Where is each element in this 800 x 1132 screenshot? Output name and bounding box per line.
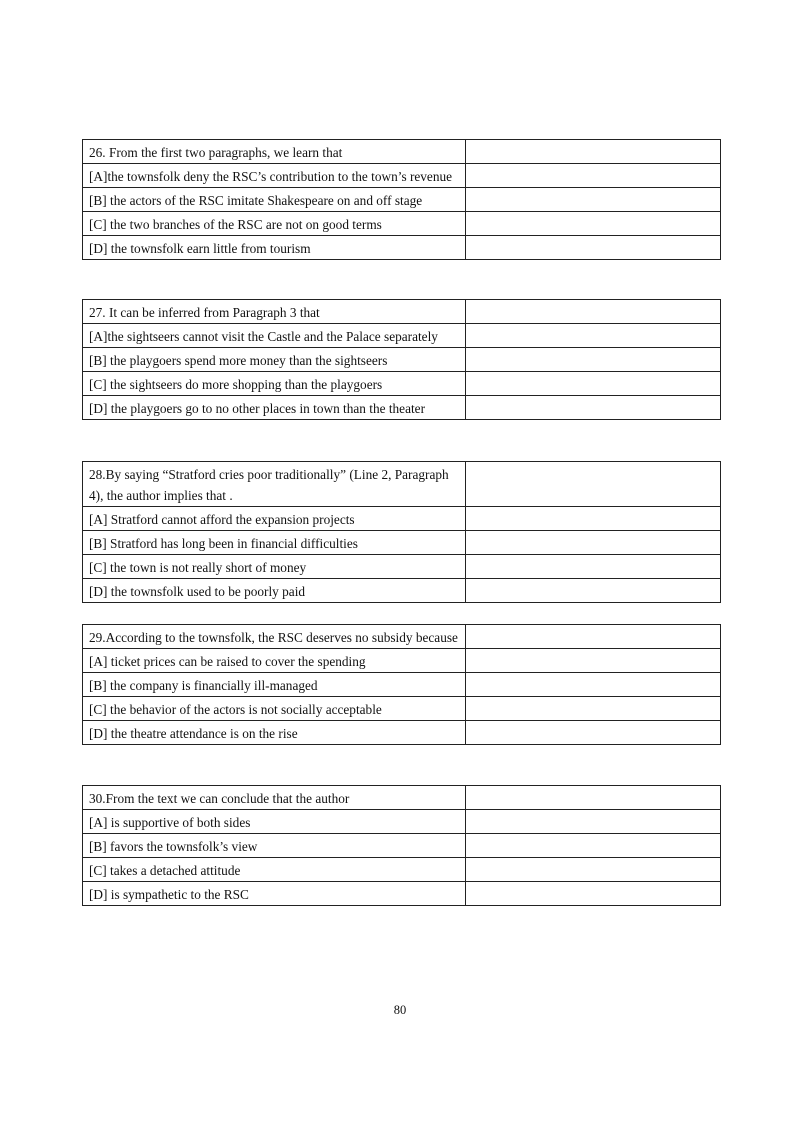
option-row <box>83 348 721 372</box>
question-row <box>83 462 721 507</box>
option-a: [A] is supportive of both sides <box>83 810 466 834</box>
question-stem: 27. It can be inferred from Paragraph 3 that <box>83 300 466 324</box>
option-row <box>83 372 721 396</box>
option-b: [B] the actors of the RSC imitate Shakespeare on and off stage <box>83 188 466 212</box>
option-a: [A] ticket prices can be raised to cover the spending <box>83 649 466 673</box>
option-b: [B] Stratford has long been in financial difficulties <box>83 531 466 555</box>
option-row <box>83 579 721 603</box>
option-row <box>83 721 721 745</box>
question-stem: 26. From the first two paragraphs, we learn that <box>83 140 466 164</box>
answer-cell[interactable] <box>466 721 721 745</box>
answer-cell[interactable] <box>466 834 721 858</box>
option-row <box>83 324 721 348</box>
answer-cell[interactable] <box>466 188 721 212</box>
option-row <box>83 834 721 858</box>
answer-cell[interactable] <box>466 882 721 906</box>
option-b: [B] the playgoers spend more money than the sightseers <box>83 348 466 372</box>
option-row <box>83 164 721 188</box>
option-row <box>83 882 721 906</box>
answer-cell[interactable] <box>466 625 721 649</box>
option-row <box>83 396 721 420</box>
option-row <box>83 555 721 579</box>
question-stem: 29.According to the townsfolk, the RSC deserves no subsidy because <box>83 625 466 649</box>
option-c: [C] the town is not really short of money <box>83 555 466 579</box>
option-c: [C] the sightseers do more shopping than the playgoers <box>83 372 466 396</box>
question-table-30 <box>82 785 721 906</box>
answer-cell[interactable] <box>466 372 721 396</box>
answer-cell[interactable] <box>466 300 721 324</box>
answer-cell[interactable] <box>466 786 721 810</box>
answer-cell[interactable] <box>466 579 721 603</box>
option-row <box>83 531 721 555</box>
answer-cell[interactable] <box>466 212 721 236</box>
question-stem: 28.By saying “Stratford cries poor traditionally” (Line 2, Paragraph 4), the author implies that . <box>83 462 466 507</box>
question-row <box>83 625 721 649</box>
answer-cell[interactable] <box>466 140 721 164</box>
option-d: [D] the theatre attendance is on the rise <box>83 721 466 745</box>
option-c: [C] takes a detached attitude <box>83 858 466 882</box>
option-row <box>83 507 721 531</box>
answer-cell[interactable] <box>466 531 721 555</box>
answer-cell[interactable] <box>466 649 721 673</box>
option-d: [D] is sympathetic to the RSC <box>83 882 466 906</box>
answer-cell[interactable] <box>466 462 721 507</box>
question-table-27 <box>82 299 721 420</box>
question-table-28 <box>82 461 721 603</box>
answer-cell[interactable] <box>466 164 721 188</box>
answer-cell[interactable] <box>466 324 721 348</box>
option-d: [D] the townsfolk used to be poorly paid <box>83 579 466 603</box>
option-row <box>83 212 721 236</box>
option-a: [A]the sightseers cannot visit the Castle and the Palace separately <box>83 324 466 348</box>
option-c: [C] the behavior of the actors is not socially acceptable <box>83 697 466 721</box>
answer-cell[interactable] <box>466 697 721 721</box>
option-d: [D] the townsfolk earn little from tourism <box>83 236 466 260</box>
answer-cell[interactable] <box>466 673 721 697</box>
option-row <box>83 697 721 721</box>
option-a: [A] Stratford cannot afford the expansion projects <box>83 507 466 531</box>
option-row <box>83 673 721 697</box>
option-a: [A]the townsfolk deny the RSC’s contribution to the town’s revenue <box>83 164 466 188</box>
question-row <box>83 786 721 810</box>
answer-cell[interactable] <box>466 810 721 834</box>
question-row <box>83 300 721 324</box>
answer-cell[interactable] <box>466 555 721 579</box>
option-row <box>83 810 721 834</box>
page-number: 80 <box>393 1003 407 1017</box>
option-d: [D] the playgoers go to no other places in town than the theater <box>83 396 466 420</box>
option-row <box>83 858 721 882</box>
option-row <box>83 649 721 673</box>
option-c: [C] the two branches of the RSC are not on good terms <box>83 212 466 236</box>
option-row <box>83 236 721 260</box>
option-b: [B] favors the townsfolk’s view <box>83 834 466 858</box>
option-row <box>83 188 721 212</box>
answer-cell[interactable] <box>466 236 721 260</box>
question-table-29 <box>82 624 721 745</box>
answer-cell[interactable] <box>466 396 721 420</box>
answer-cell[interactable] <box>466 507 721 531</box>
question-table-26 <box>82 139 721 260</box>
question-stem: 30.From the text we can conclude that the author <box>83 786 466 810</box>
answer-cell[interactable] <box>466 348 721 372</box>
question-row <box>83 140 721 164</box>
answer-cell[interactable] <box>466 858 721 882</box>
option-b: [B] the company is financially ill-managed <box>83 673 466 697</box>
